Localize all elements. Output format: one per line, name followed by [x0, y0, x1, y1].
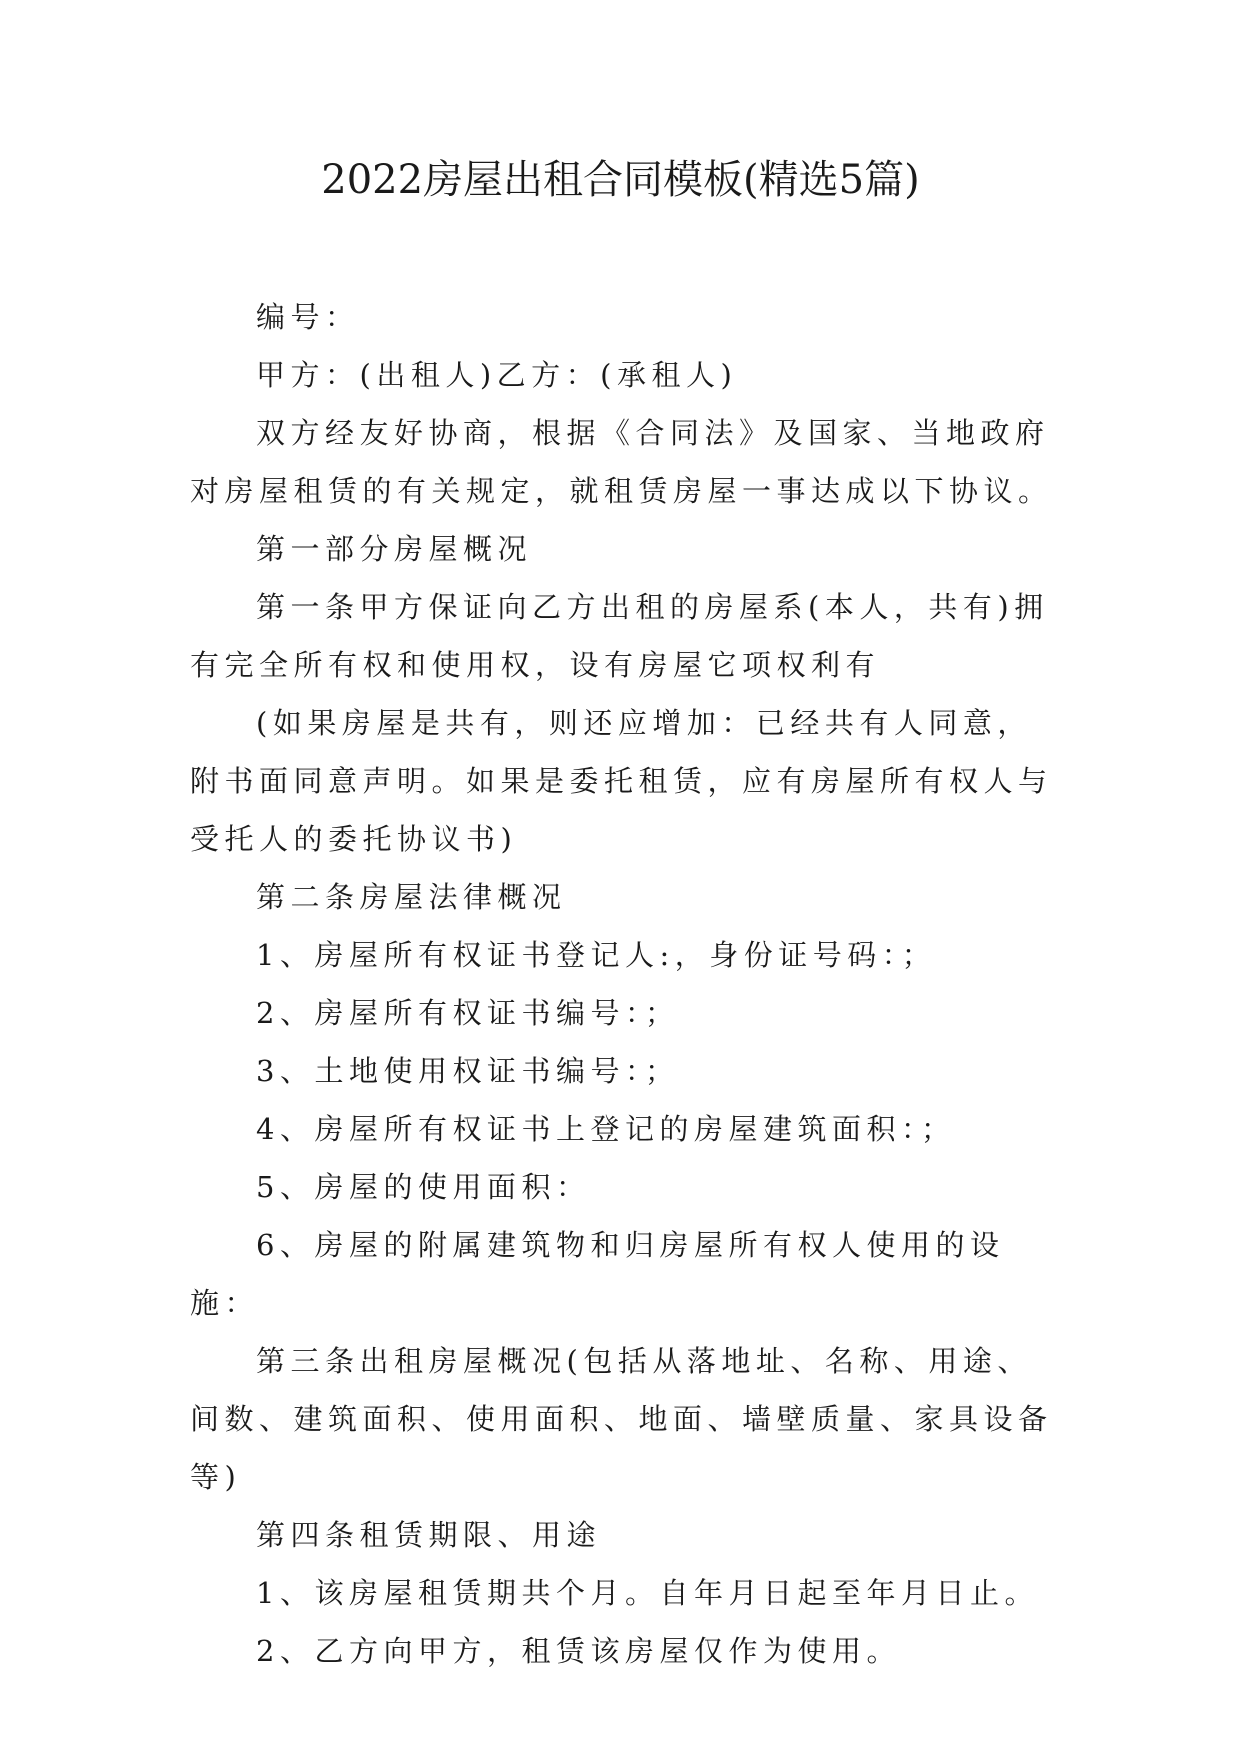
paragraph-article-one: 第一条甲方保证向乙方出租的房屋系(本人，共有)拥有完全所有权和使用权，设有房屋它项权利有 — [190, 590, 1049, 682]
document-body — [190, 288, 1056, 1680]
paragraph-serial-number: 编号： — [256, 300, 360, 334]
paragraph-article-three: 第三条出租房屋概况(包括从落地址、名称、用途、间数、建筑面积、使用面积、地面、墙壁质量、家具设备等) — [190, 1344, 1053, 1494]
section-heading-part-one: 第一部分房屋概况 — [256, 532, 533, 566]
section-heading-article-four: 第四条租赁期限、用途 — [256, 1518, 602, 1552]
document-title: 2022房屋出租合同模板(精选5篇) — [321, 157, 920, 203]
list-item-1: 1、房屋所有权证书登记人:，身份证号码：； — [256, 938, 937, 972]
list-item-term: 1、该房屋租赁期共个月。自年月日起至年月日止。 — [256, 1576, 1039, 1610]
paragraph-agreement-intro: 双方经友好协商，根据《合同法》及国家、当地政府对房屋租赁的有关规定，就租赁房屋一事达成以下协议。 — [190, 416, 1053, 508]
section-heading-article-two: 第二条房屋法律概况 — [256, 880, 567, 914]
list-item-2: 2、房屋所有权证书编号：； — [256, 996, 680, 1030]
list-item-5: 5、房屋的使用面积： — [256, 1170, 591, 1204]
list-item-usage: 2、乙方向甲方，租赁该房屋仅作为使用。 — [256, 1634, 901, 1668]
paragraph-co-ownership-note: (如果房屋是共有，则还应增加：已经共有人同意，附书面同意声明。如果是委托租赁，应有房屋所有权人与受托人的委托协议书) — [190, 706, 1053, 856]
list-item-3: 3、土地使用权证书编号：； — [256, 1054, 680, 1088]
paragraph-parties: 甲方：(出租人)乙方：(承租人) — [256, 358, 738, 392]
list-item-6: 6、房屋的附属建筑物和归房屋所有权人使用的设施： — [190, 1228, 1005, 1320]
list-item-4: 4、房屋所有权证书上登记的房屋建筑面积：； — [256, 1112, 956, 1146]
